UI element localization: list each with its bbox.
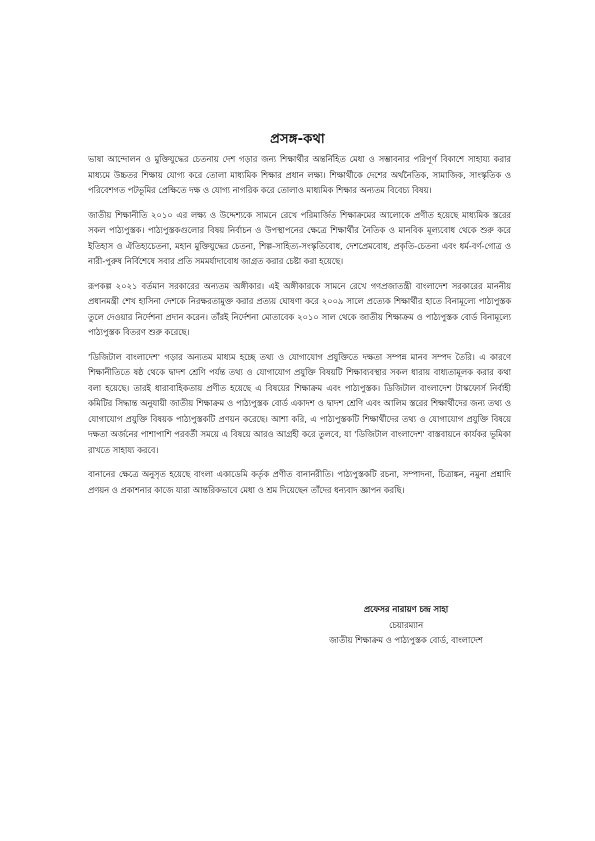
body-text (88, 152, 511, 507)
paragraph-intro: ভাষা আন্দোলন ও মুক্তিযুদ্ধের চেতনায় দেশ গড়ার জন্য শিক্ষার্থীর অন্তর্নিহিত মেধা ও সম্ভাবনার পরিপূর্ণ বিকাশে সাহায্য করার মাধ্যমে উচ্চতর শিক্ষায় যোগ্য করে তোলা মাধ্যমিক শিক্ষার প্রধান লক্ষ্য। শিক্ষার্থীকে দেশের অর্থনৈতিক, সামাজিক, সাংস্কৃতিক ও পরিবেশগত পটভূমির প্রেক্ষিতে দক্ষ ও যোগ্য নাগরিক করে তোলাও মাধ্যমিক শিক্ষার অন্যতম বিবেচ্য বিষয়। (88, 154, 511, 195)
paragraph-digital-bangladesh: 'ডিজিটাল বাংলাদেশ' গড়ার অন্যতম মাধ্যম হচ্ছে তথ্য ও যোগাযোগ প্রযুক্তিতে দক্ষতা সম্পন্ন মানব সম্পদ তৈরি। এ কারণে শিক্ষানীতিতে ষষ্ঠ থেকে দ্বাদশ শ্রেণি পর্যন্ত তথ্য ও যোগাযোগ প্রযুক্তি বিষয়টি শিক্ষাব্যবস্থার সকল ধারায় বাধ্যতামূলক করার কথা বলা হয়েছে। তারই ধারাবাহিকতায় প্রণীত হয়েছে এ বিষয়ের শিক্ষাক্রম এবং পাঠ্যপুস্তক। ডিজিটাল বাংলাদেশ টাস্কফোর্স নির্বাহী কমিটির সিদ্ধান্ত অনুযায়ী জাতীয় শিক্ষাক্রম ও পাঠ্যপুস্তক বোর্ড একাদশ ও দ্বাদশ শ্রেণি এবং আলিম স্তরের শিক্ষার্থীদের জন্য তথ্য ও যোগাযোগ প্রযুক্তি বিষয়ক পাঠ্যপুস্তকটি প্রণয়ন করেছে। আশা করি, এ পাঠ্যপুস্তকটি শিক্ষার্থীদের তথ্য ও যোগাযোগ প্রযুক্তি বিষয়ে দক্ষতা অর্জনের পাশাপাশি পরবর্তী সময়ে এ বিষয়ে আরও আগ্রহী করে তুলবে, যা 'ডিজিটাল বাংলাদেশ' বাস্তবায়নে কার্যকর ভূমিকা রাখতে সাহায্য করবে। (88, 351, 511, 455)
paragraph-education-policy: জাতীয় শিক্ষানীতি ২০১০ এর লক্ষ্য ও উদ্দেশ্যকে সামনে রেখে পরিমার্জিত শিক্ষাক্রমের আলোকে প্রণীত হয়েছে মাধ্যমিক স্তরের সকল পাঠ্যপুস্তক। পাঠ্যপুস্তকগুলোর বিষয় নির্বাচন ও উপস্থাপনের ক্ষেত্রে শিক্ষার্থীর নৈতিক ও মানবিক মূল্যবোধ থেকে শুরু করে ইতিহাস ও ঐতিহ্যচেতনা, মহান মুক্তিযুদ্ধের চেতনা, শিল্প-সাহিত্য-সংস্কৃতিবোধ, দেশপ্রেমবোধ, প্রকৃতি-চেতনা এবং ধর্ম-বর্ণ-গোত্র ও নারী-পুরুষ নির্বিশেষে সবার প্রতি সমমর্যাদাবোধ জাগ্রত করার চেষ্টা করা হয়েছে। (88, 209, 511, 266)
paragraph-vision-2021: রূপকল্প ২০২১ বর্তমান সরকারের অন্যতম অঙ্গীকার। এই অঙ্গীকারকে সামনে রেখে গণপ্রজাতন্ত্রী বাংলাদেশ সরকারের মাননীয় প্রধানমন্ত্রী শেখ হাসিনা দেশকে নিরক্ষরতামুক্ত করার প্রত্যয় ঘোষণা করে ২০০৯ সালে প্রত্যেক শিক্ষার্থীর হাতে বিনামূল্যে পাঠ্যপুস্তক তুলে দেওয়ার নির্দেশনা প্রদান করেন। তাঁরই নির্দেশনা মোতাবেক ২০১০ সাল থেকে জাতীয় শিক্ষাক্রম ও পাঠ্যপুস্তক বোর্ড বিনামূল্যে পাঠ্যপুস্তক বিতরণ শুরু করেছে। (88, 280, 512, 337)
signatory-organization: জাতীয় শিক্ষাক্রম ও পাঠ্যপুস্তক বোর্ড, বাংলাদেশ (329, 635, 483, 645)
page-title: প্রসঙ্গ-কথা (270, 132, 325, 147)
signatory-name: প্রফেসর নারায়ণ চন্দ্র সাহা (363, 604, 449, 614)
paragraph-acknowledgement: বানানের ক্ষেত্রে অনুসৃত হয়েছে বাংলা একাডেমি কর্তৃক প্রণীত বানানরীতি। পাঠ্যপুস্তকটি রচনা, সম্পাদনা, চিত্রাঙ্কন, নমুনা প্রশ্নাদি প্রণয়ন ও প্রকাশনার কাজে যারা আন্তরিকভাবে মেধা ও শ্রম দিয়েছেন তাঁদের ধন্যবাদ জ্ঞাপন করছি। (88, 469, 511, 495)
signature-block (300, 602, 512, 649)
signatory-role: চেয়ারম্যান (388, 619, 424, 630)
